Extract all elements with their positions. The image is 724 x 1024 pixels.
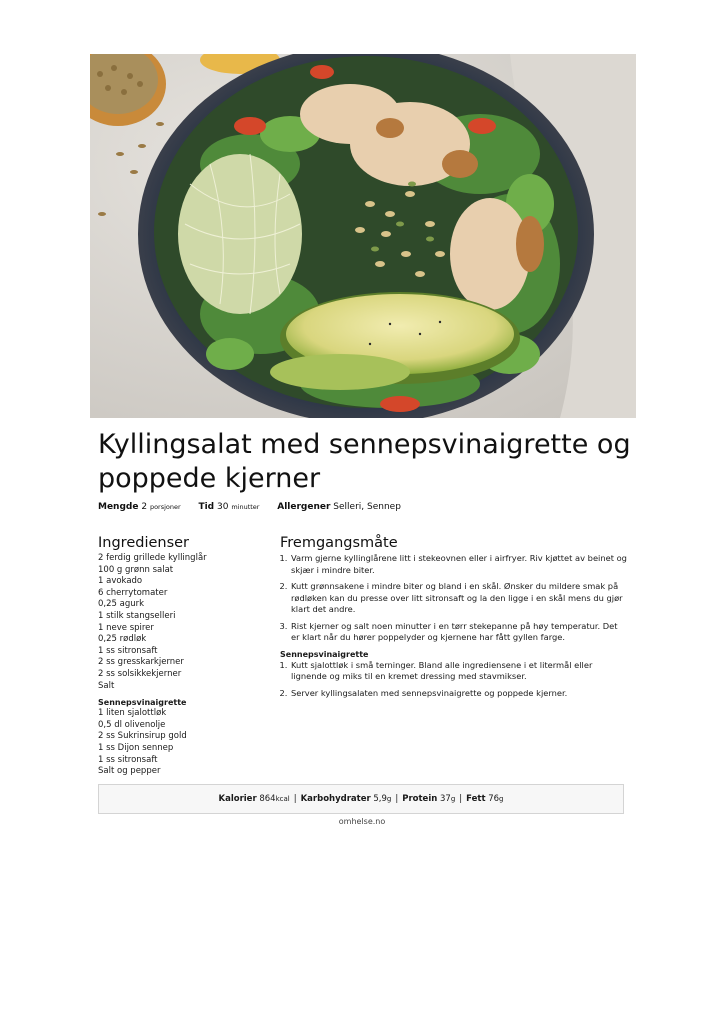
- method-step: 2. Server kyllingsalaten med sennepsvinaigrette og poppede kjerner.: [290, 688, 628, 700]
- ingredient-item: 1 ss Dijon sennep: [98, 742, 174, 753]
- ingredient-item: 0,25 rødløk: [98, 634, 147, 645]
- vinaigrette-method-heading: Sennepsvinaigrette: [280, 649, 369, 659]
- carbs-label: Karbohydrater: [300, 794, 371, 804]
- ingredient-item: 1 stilk stangselleri: [98, 610, 176, 621]
- nutrition-separator: |: [293, 794, 297, 804]
- servings-unit: porsjoner: [149, 503, 181, 511]
- ingredient-item: 1 neve spirer: [98, 622, 154, 633]
- ingredient-item: 0,25 agurk: [98, 599, 145, 610]
- ingredient-item: 2 ss gresskarkjerner: [98, 657, 184, 668]
- ingredient-item: 1 ss sitronsaft: [98, 645, 158, 656]
- fat-label: Fett: [466, 794, 486, 804]
- vinaigrette-ingredients-list: [98, 708, 268, 778]
- ingredient-item: 1 ss sitronsaft: [98, 754, 158, 765]
- recipe-meta: [98, 502, 401, 512]
- carbs-unit: g: [386, 795, 392, 803]
- ingredient-item: 2 ferdig grillede kyllinglår: [98, 553, 207, 563]
- salad-bowl-image: [90, 54, 636, 418]
- nutrition-separator: |: [395, 794, 399, 804]
- ingredient-item: Salt: [98, 680, 115, 691]
- method-heading: Fremgangsmåte: [280, 535, 398, 551]
- calories-unit: kcal: [275, 795, 290, 803]
- ingredient-item: 1 liten sjalottløk: [98, 708, 167, 719]
- ingredients-list: [98, 553, 268, 692]
- ingredient-item: 2 ss Sukrinsirup gold: [98, 731, 187, 742]
- recipe-title: Kyllingsalat med sennepsvinaigrette og poppede kjerner: [98, 429, 631, 494]
- method-step: 1. Varm gjerne kyllinglårene litt i stekeovnen eller i airfryer. Riv kjøttet av beinet og skjær i mindre biter.: [290, 553, 628, 576]
- method-step: 1. Kutt sjalottløk i små terninger. Bland alle ingrediensene i et litermål eller lignende og miks til en kremet dressing med stavmikser.: [290, 660, 628, 683]
- calories-value: 864: [259, 794, 276, 804]
- ingredient-item: 2 ss solsikkekjerner: [98, 668, 182, 679]
- vinaigrette-steps: [280, 660, 628, 700]
- ingredients-section: [98, 535, 268, 778]
- method-step: 3. Rist kjerner og salt noen minutter i en tørr stekepanne på høy temperatur. Det er klart når du hører poppelyder og kjernene har fått gyllen farge.: [290, 621, 628, 644]
- fat-value: 76: [488, 794, 500, 804]
- method-step: 2. Kutt grønnsakene i mindre biter og bland i en skål. Ønsker du mildere smak på rødløken kan du presse over litt sitronsaft og la den ligge i en skål mens du gjør klart det andre.: [290, 581, 628, 616]
- ingredient-item: 6 cherrytomater: [98, 587, 168, 598]
- time-value: 30: [217, 502, 229, 512]
- recipe-photo: [90, 54, 636, 418]
- ingredient-item: 100 g grønn salat: [98, 564, 174, 575]
- ingredients-heading: Ingredienser: [98, 535, 190, 551]
- footer-source: omhelse.no: [338, 817, 386, 826]
- ingredient-item: 0,5 dl olivenolje: [98, 719, 166, 730]
- allergens-value: Selleri, Sennep: [333, 502, 401, 512]
- ingredient-item: Salt og pepper: [98, 766, 161, 777]
- time-unit: minutter: [231, 503, 260, 511]
- nutrition-bar: [98, 784, 624, 814]
- method-steps: [280, 553, 628, 644]
- nutrition-separator: |: [459, 794, 463, 804]
- protein-unit: g: [450, 795, 456, 803]
- vinaigrette-ingredients-heading: Sennepsvinaigrette: [98, 698, 187, 708]
- allergens-label: Allergener: [277, 502, 331, 512]
- calories-label: Kalorier: [218, 794, 257, 804]
- ingredient-item: 1 avokado: [98, 576, 143, 587]
- servings-value: 2: [141, 502, 148, 512]
- method-section: [280, 535, 628, 704]
- fat-unit: g: [499, 795, 504, 803]
- protein-label: Protein: [402, 794, 438, 804]
- protein-value: 37: [440, 794, 451, 804]
- servings-label: Mengde: [98, 502, 139, 512]
- carbs-value: 5,9: [373, 794, 387, 804]
- time-label: Tid: [198, 502, 215, 512]
